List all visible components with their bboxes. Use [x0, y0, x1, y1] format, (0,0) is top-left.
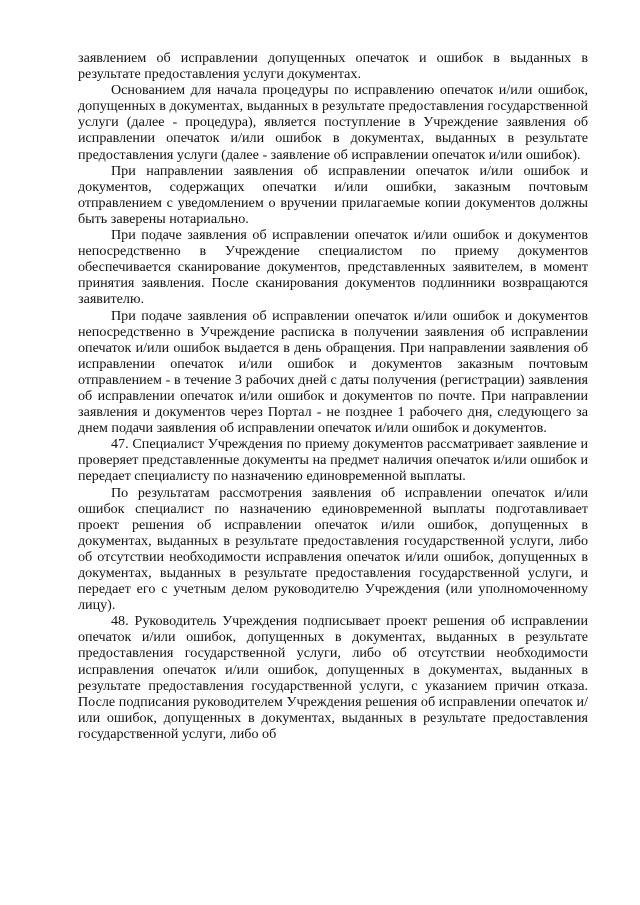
paragraph-item-47: 47. Специалист Учреждения по приему документов рассматривает заявление и проверяет представленные документы на предмет наличия опечаток и/или ошибок и передает специалисту по назначению единовременной выплаты. — [78, 436, 588, 485]
paragraph-procedure-basis: Основанием для начала процедуры по исправлению опечаток и/или ошибок, допущенных в документах, выданных в результате предоставления государственной услуги (далее - процедура), является поступление в Учреждение заявления об исправлении опечаток и/или ошибок в документах, выданных в результате предоставления услуги (далее - заявление об исправлении опечаток и/или ошибок). — [78, 82, 588, 163]
paragraph-continuation: заявлением об исправлении допущенных опечаток и ошибок в выданных в результате предоставления услуги документах. — [78, 50, 588, 83]
paragraph-review-results: По результатам рассмотрения заявления об исправлении опечаток и/или ошибок специалист по назначению единовременной выплаты подготавливает проект решения об исправлении опечаток и/или ошибок, допущенных в документах, выданных в результате предоставления государственной услуги, либо об отсутствии необходимости исправления опечаток и/или ошибок, допущенных в документах, выданных в результате предоставления государственной услуги, и передает его с учетным делом руководителю Учреждения (или уполномоченному лицу). — [78, 484, 588, 614]
paragraph-postal-submission: При направлении заявления об исправлении опечаток и/или ошибок и документов, содержащих опечатки и/или ошибки, заказным почтовым отправлением с уведомлением о вручении прилагаемые копии документов должны быть заверены нотариально. — [78, 162, 588, 227]
paragraph-direct-submission-scanning: При подаче заявления об исправлении опечаток и/или ошибок и документов непосредственно в Учреждение специалистом по приему документов обеспечивается сканирование документов, представленных заявителем, в момент принятия заявления. После сканирования документов подлинники возвращаются заявителю. — [78, 227, 588, 308]
paragraph-item-48: 48. Руководитель Учреждения подписывает проект решения об исправлении опечаток и/или ошибок, допущенных в документах, выданных в результате предоставления государственной услуги, либо об отсутствии необходимости исправления опечаток и/или ошибок, допущенных в документах, выданных в результате предоставления государственной услуги, с указанием причин отказа. После подписания руководителем Учреждения решения об исправлении опечаток и/или ошибок, допущенных в документах, выданных в результате предоставления государственной услуги, либо об — [78, 613, 588, 742]
document-page — [78, 50, 588, 742]
paragraph-receipt-issuance: При подаче заявления об исправлении опечаток и/или ошибок и документов непосредственно в Учреждение расписка в получении заявления об исправлении опечаток и/или ошибок выдается в день обращения. При направлении заявления об исправлении опечаток и/или ошибок и документов заказным почтовым отправлением - в течение 3 рабочих дней с даты получения (регистрации) заявления об исправлении опечаток и/или ошибок и документов по почте. При направлении заявления и документов через Портал - не позднее 1 рабочего дня, следующего за днем подачи заявления об исправлении опечаток и/или ошибок и документов. — [78, 307, 588, 437]
